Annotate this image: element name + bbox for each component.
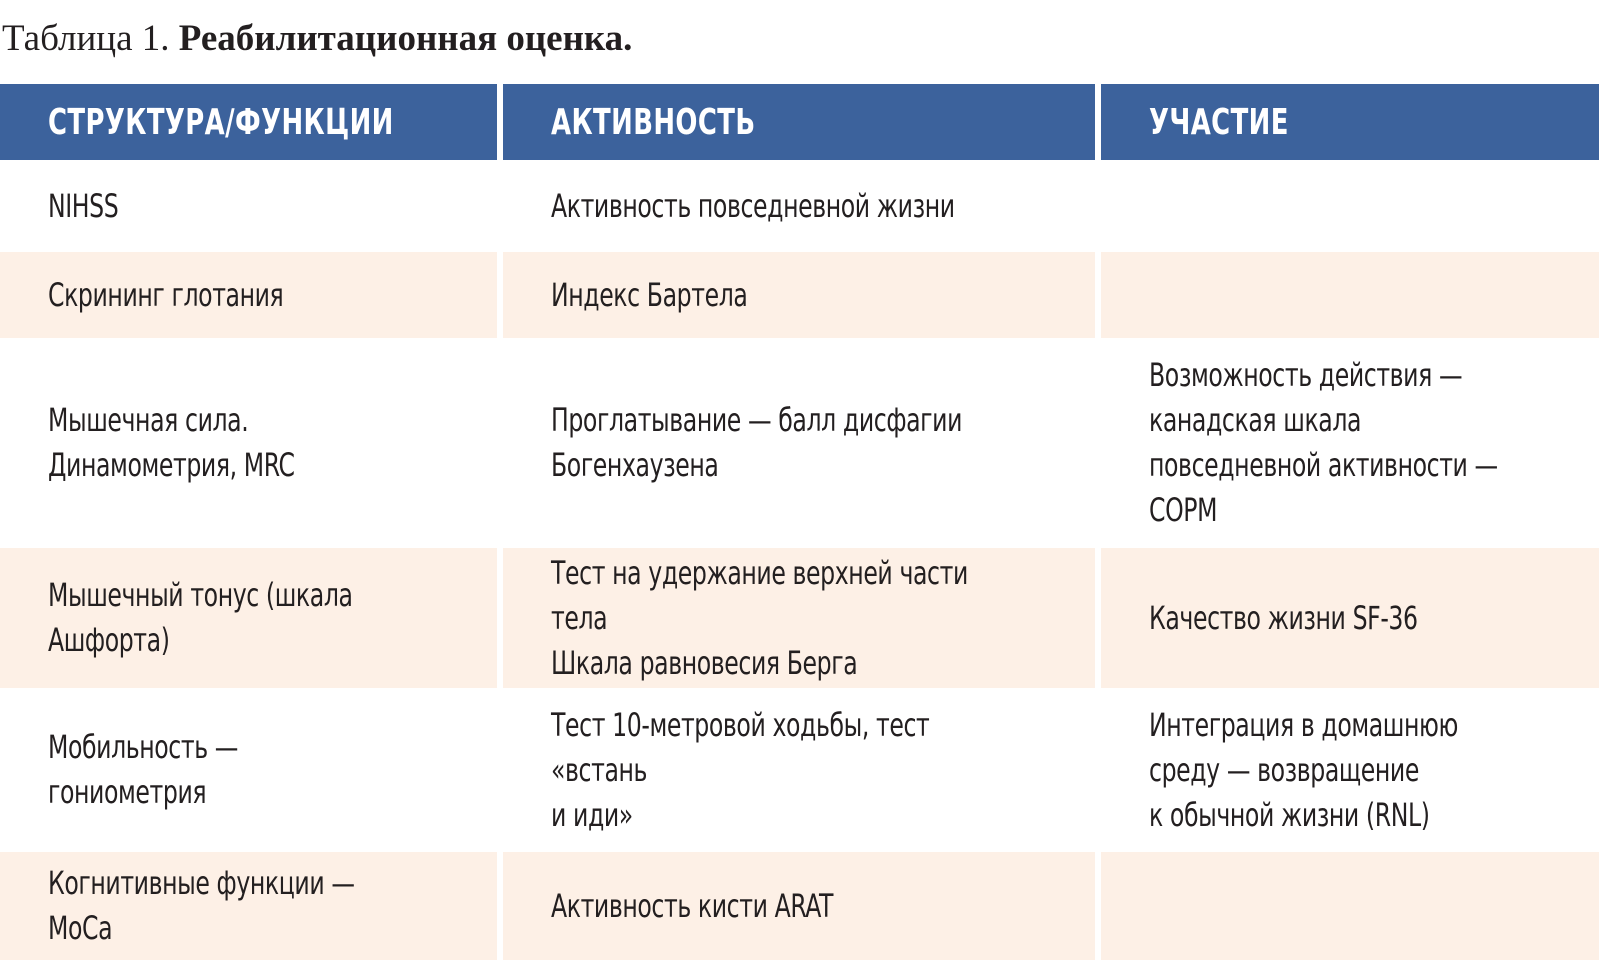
- table-cell: Мышечный тонус (шкала Ашфорта): [0, 548, 503, 688]
- table-cell: Тест 10-метровой ходьбы, тест «встань и иди»: [503, 688, 1101, 852]
- table-cell: Активность повседневной жизни: [503, 160, 1101, 252]
- table-cell: Скрининг глотания: [0, 252, 503, 338]
- table-cell: Когнитивные функции — MoCa: [0, 852, 503, 960]
- table-cell: [1101, 160, 1599, 252]
- table-cell: NIHSS: [0, 160, 503, 252]
- table-cell: Тест на удержание верхней части тела Шкала равновесия Берга: [503, 548, 1101, 688]
- table-cell: Интеграция в домашнюю среду — возвращение к обычной жизни (RNL): [1101, 688, 1599, 852]
- rehabilitation-table: [0, 84, 1599, 960]
- table-cell: Мышечная сила. Динамометрия, MRC: [0, 338, 503, 548]
- table-caption: [2, 12, 632, 66]
- table-cell: Мобильность — гониометрия: [0, 688, 503, 852]
- table-cell: Проглатывание — балл дисфагии Богенхаузена: [503, 338, 1101, 548]
- table-cell: Возможность действия — канадская шкала повседневной активности — COPM: [1101, 338, 1599, 548]
- table-cell: [1101, 252, 1599, 338]
- header-participation: УЧАСТИЕ: [1101, 84, 1599, 160]
- table-cell: Активность кисти ARAT: [503, 852, 1101, 960]
- header-structure-functions: СТРУКТУРА/ФУНКЦИИ: [0, 84, 503, 160]
- table-cell: [1101, 852, 1599, 960]
- caption-title: Реабилитационная оценка.: [178, 18, 633, 59]
- table-cell: Качество жизни SF-36: [1101, 548, 1599, 688]
- caption-prefix: Таблица 1.: [2, 18, 170, 59]
- table-cell: Индекс Бартела: [503, 252, 1101, 338]
- header-activity: АКТИВНОСТЬ: [503, 84, 1101, 160]
